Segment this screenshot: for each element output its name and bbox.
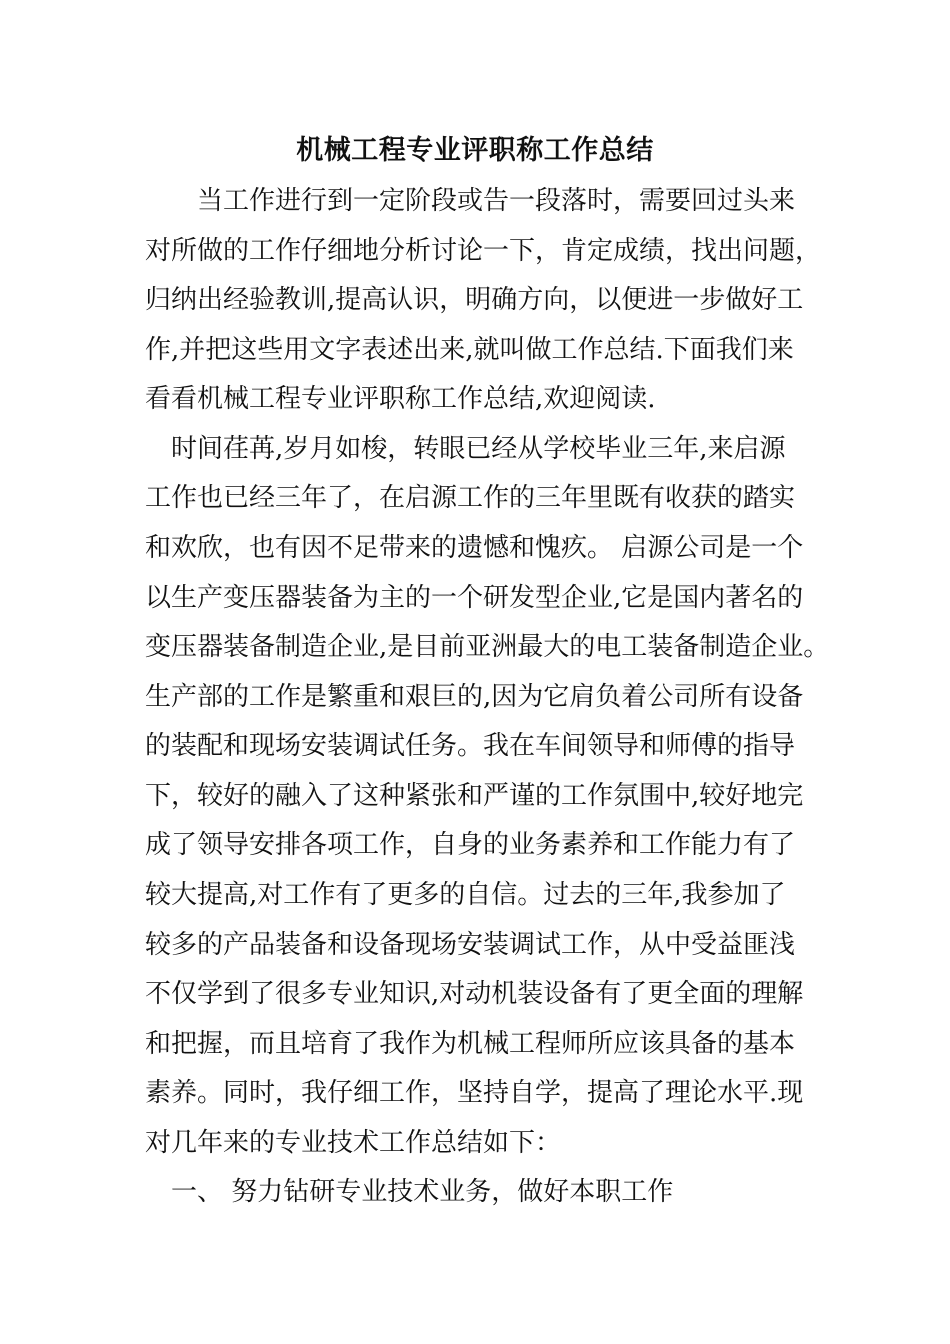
paragraph-line: 生产部的工作是繁重和艰巨的,因为它肩负着公司所有设备	[145, 682, 804, 712]
paragraph-line: 归纳出经验教训,提高认识，明确方向，以便进一步做好工	[145, 285, 804, 315]
paragraph-line: 素养。同时，我仔细工作，坚持自学，提高了理论水平.现	[145, 1078, 804, 1108]
paragraph-line: 变压器装备制造企业,是目前亚洲最大的电工装备制造企业。	[145, 632, 830, 662]
paragraph-line: 较多的产品装备和设备现场安装调试工作，从中受益匪浅	[145, 930, 796, 960]
section-heading: 一、 努力钻研专业技术业务，做好本职工作	[171, 1177, 674, 1207]
paragraph-line: 下，较好的融入了这种紧张和严谨的工作氛围中,较好地完	[145, 781, 804, 811]
paragraph-line: 作,并把这些用文字表述出来,就叫做工作总结.下面我们来	[145, 335, 794, 365]
document-title: 机械工程专业评职称工作总结	[296, 135, 654, 166]
paragraph-line: 和把握，而且培育了我作为机械工程师所应该具备的基本	[145, 1029, 796, 1059]
paragraph-line: 的装配和现场安装调试任务。我在车间领导和师傅的指导	[145, 731, 796, 761]
paragraph-line: 较大提高,对工作有了更多的自信。过去的三年,我参加了	[145, 880, 786, 910]
paragraph-line: 以生产变压器装备为主的一个研发型企业,它是国内著名的	[145, 583, 804, 613]
paragraph-line: 工作也已经三年了，在启源工作的三年里既有收获的踏实	[145, 483, 796, 513]
paragraph-line: 不仅学到了很多专业知识,对动机装设备有了更全面的理解	[145, 979, 804, 1009]
paragraph-line: 时间荏苒,岁月如梭，转眼已经从学校毕业三年,来启源	[171, 434, 786, 464]
paragraph-line: 当工作进行到一定阶段或告一段落时，需要回过头来	[197, 186, 796, 216]
paragraph-line: 看看机械工程专业评职称工作总结,欢迎阅读.	[145, 384, 656, 414]
paragraph-line: 对所做的工作仔细地分析讨论一下，肯定成绩，找出问题，	[145, 236, 822, 266]
paragraph-line: 对几年来的专业技术工作总结如下：	[145, 1128, 562, 1158]
paragraph-line: 和欢欣，也有因不足带来的遗憾和愧疚。 启源公司是一个	[145, 533, 804, 563]
paragraph-line: 成了领导安排各项工作，自身的业务素养和工作能力有了	[145, 830, 796, 860]
